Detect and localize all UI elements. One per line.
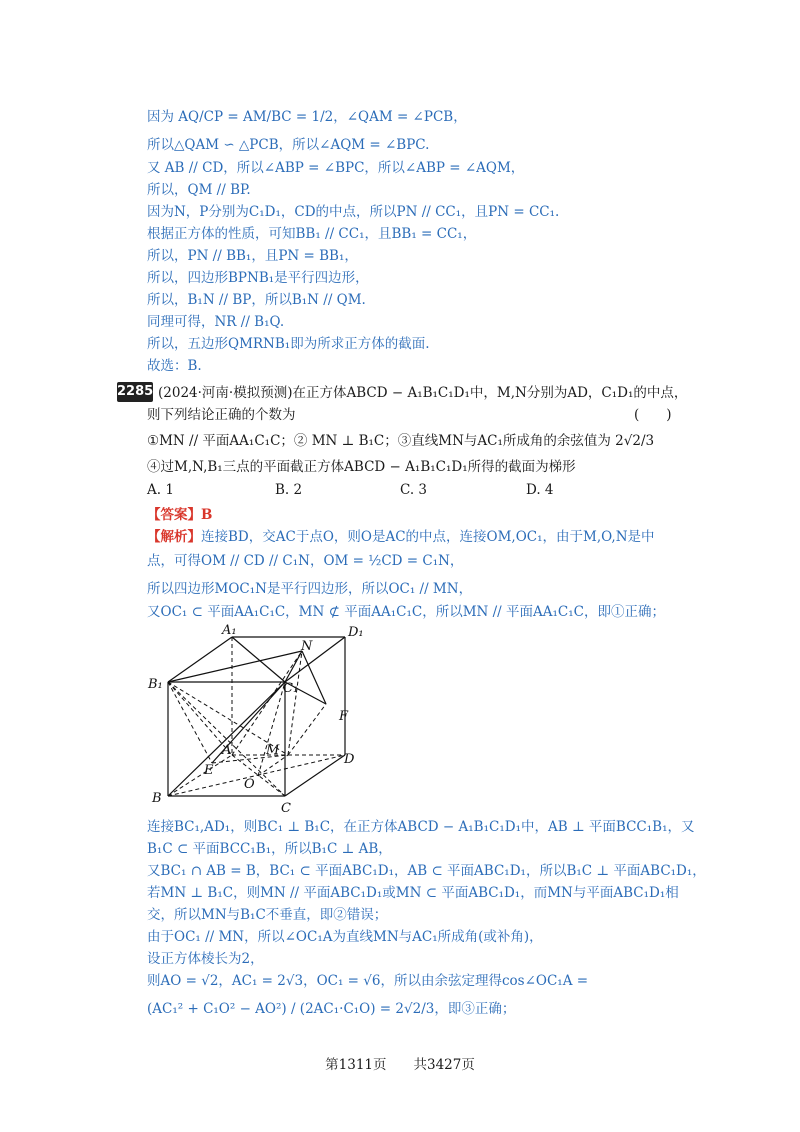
- analysis-line: (AC₁² + C₁O² − AO²) / (2AC₁·C₁O) = 2√2/3，即③正确；: [147, 1001, 516, 1017]
- label-A1: A₁: [222, 623, 237, 638]
- question-statements-2: ④过M,N,B₁三点的平面截正方体ABCD − A₁B₁C₁D₁所得的截面为梯形: [147, 459, 576, 475]
- text-line: 所以，五边形QMRNB₁即为所求正方体的截面.: [147, 336, 430, 352]
- question-statements-1: ①MN // 平面AA₁C₁C；② MN ⊥ B₁C；③直线MN与AC₁所成角的余弦值为 2√2/3: [147, 433, 655, 449]
- text-line: 因为 AQ/CP = AM/BC = 1/2，∠QAM = ∠PCB，: [147, 109, 467, 125]
- analysis-line: B₁C ⊂ 平面BCC₁B₁，所以B₁C ⊥ AB，: [147, 841, 392, 857]
- label-F: F: [339, 709, 349, 724]
- analysis-line: 交，所以MN与B₁C不垂直，即②错误；: [147, 907, 388, 923]
- text-line: 所以△QAM ∽ △PCB，所以∠AQM = ∠BPC.: [147, 137, 430, 153]
- page-footer: 第1311页 共3427页: [325, 1057, 475, 1073]
- text-line: 又 AB // CD，所以∠ABP = ∠BPC，所以∠ABP = ∠AQM，: [147, 160, 525, 176]
- label-E: E: [204, 763, 214, 778]
- question-line2: 则下列结论正确的个数为: [147, 407, 296, 423]
- analysis-line: 又BC₁ ∩ AB = B，BC₁ ⊂ 平面ABC₁D₁，AB ⊂ 平面ABC₁D₁，所以B₁C ⊥ 平面ABC₁D₁，: [147, 863, 706, 879]
- label-D: D: [344, 752, 355, 767]
- option-c: C. 3: [400, 482, 428, 498]
- text-line: 故选：B.: [147, 358, 202, 374]
- label-B1: B₁: [148, 677, 163, 692]
- analysis-label: 【解析】: [147, 529, 201, 545]
- cube-figure: [140, 620, 370, 820]
- answer-line: [147, 506, 212, 524]
- analysis-line: 点，可得OM // CD // C₁N，OM = ½CD = C₁N，: [147, 553, 464, 569]
- text-line: 同理可得，NR // B₁Q.: [147, 314, 285, 330]
- answer-value: B: [201, 507, 213, 523]
- analysis-line: 连接BC₁,AD₁，则BC₁ ⊥ B₁C，在正方体ABCD − A₁B₁C₁D₁中，AB ⊥ 平面BCC₁B₁，又: [147, 819, 695, 835]
- analysis-line: [147, 528, 655, 546]
- option-b: B. 2: [275, 482, 303, 498]
- text-line: 根据正方体的性质，可知BB₁ // CC₁，且BB₁ = CC₁，: [147, 226, 477, 242]
- analysis-line: 则AO = √2，AC₁ = 2√3，OC₁ = √6，所以由余弦定理得cos∠OC₁A =: [147, 973, 589, 989]
- analysis-line: 又OC₁ ⊂ 平面AA₁C₁C，MN ⊄ 平面AA₁C₁C，所以MN // 平面AA₁C₁C，即①正确；: [147, 604, 665, 620]
- label-D1: D₁: [348, 625, 364, 640]
- question-number-badge: 2285: [117, 382, 153, 402]
- text-line: 因为N，P分别为C₁D₁，CD的中点，所以PN // CC₁，且PN = CC₁.: [147, 204, 560, 220]
- analysis-text: 连接BD，交AC于点O，则O是AC的中点，连接OM,OC₁，由于M,O,N是中: [201, 529, 655, 545]
- question-line1: (2024·河南·模拟预测)在正方体ABCD − A₁B₁C₁D₁中，M,N分别为AD，C₁D₁的中点，: [158, 385, 688, 401]
- label-C1: C₁: [283, 681, 299, 696]
- analysis-line: 所以四边形MOC₁N是平行四边形，所以OC₁ // MN，: [147, 581, 473, 597]
- text-line: 所以，四边形BPNB₁是平行四边形，: [147, 270, 369, 286]
- label-B: B: [152, 791, 162, 806]
- text-line: 所以，PN // BB₁，且PN = BB₁，: [147, 248, 358, 264]
- label-M: M: [266, 743, 280, 758]
- label-O: O: [244, 777, 255, 792]
- option-d: D. 4: [526, 482, 554, 498]
- label-A: A: [222, 743, 232, 758]
- analysis-line: 由于OC₁ // MN，所以∠OC₁A为直线MN与AC₁所成角(或补角)，: [147, 929, 543, 945]
- text-line: 所以，QM // BP.: [147, 182, 251, 198]
- label-N: N: [301, 639, 313, 654]
- analysis-line: 若MN ⊥ B₁C，则MN // 平面ABC₁D₁或MN ⊂ 平面ABC₁D₁，而MN与平面ABC₁D₁相: [147, 885, 679, 901]
- analysis-line: 设正方体棱长为2，: [147, 951, 264, 967]
- label-C: C: [281, 801, 291, 816]
- option-a: A. 1: [147, 482, 174, 498]
- answer-label: 【答案】: [147, 507, 201, 523]
- answer-parentheses: ( ): [634, 407, 672, 423]
- text-line: 所以，B₁N // BP，所以B₁N // QM.: [147, 292, 366, 308]
